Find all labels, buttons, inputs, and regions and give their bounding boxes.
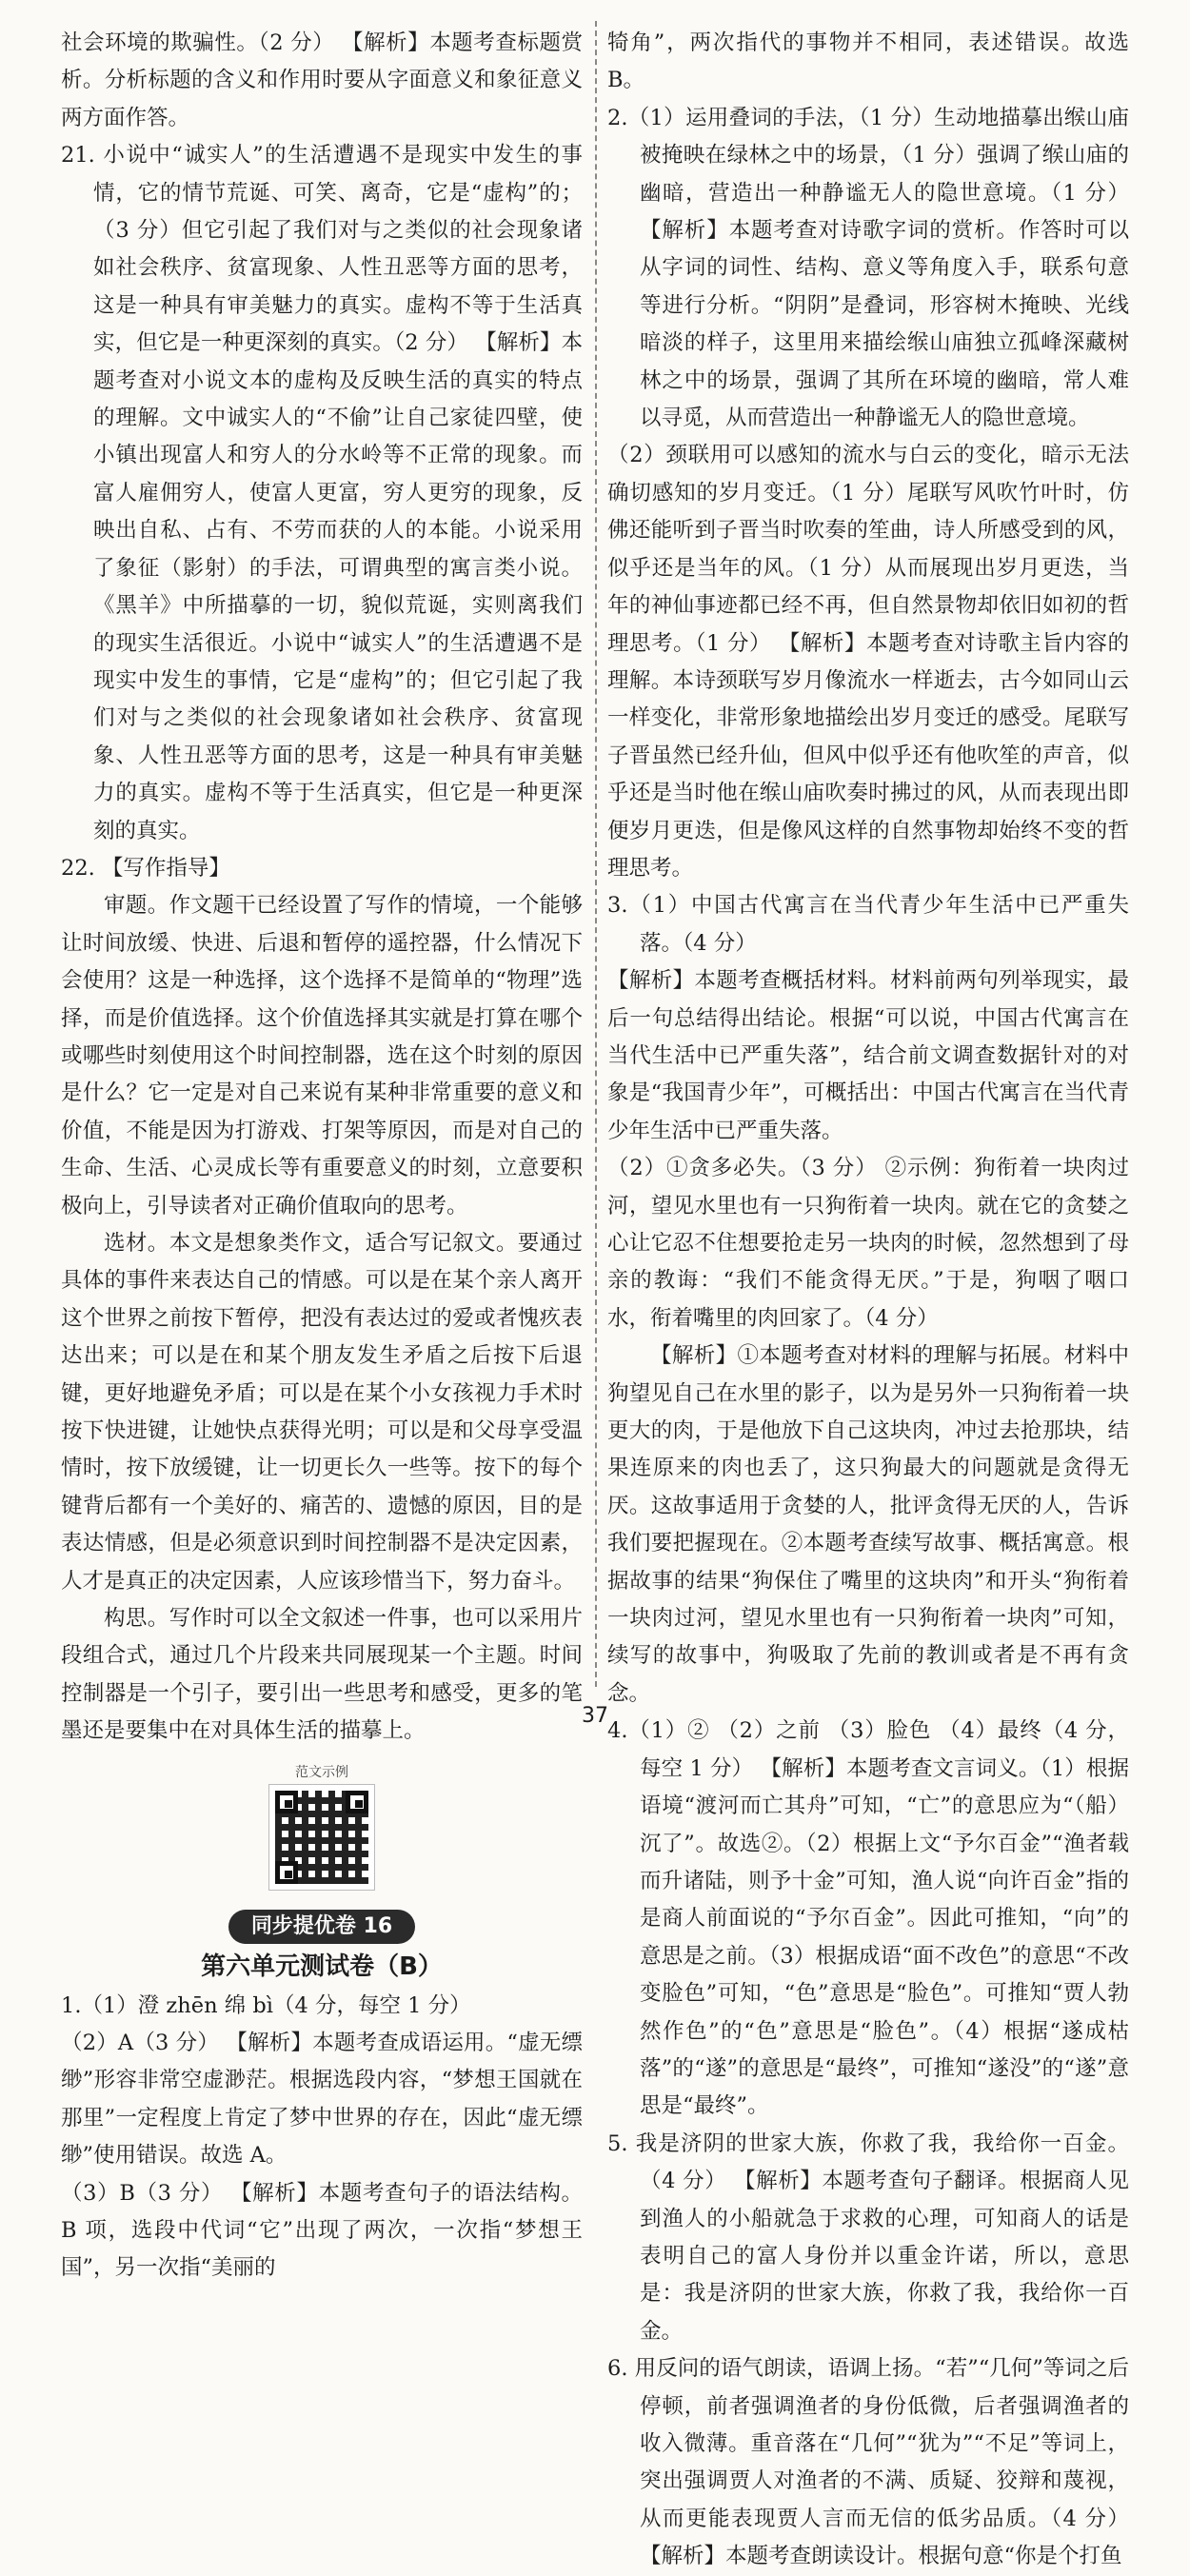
paragraph: 【解析】本题考查概括材料。材料前两句列举现实，最后一句总结得出结论。根据“可以说，中国古代寓言在当代生活中已严重失落”，结合前文调查数据针对的对象是“我国青少年”，可概括出：中国古代寓言在当代青少年生活中已严重失落。 <box>607 968 1129 1143</box>
right-column <box>607 25 1129 2569</box>
paragraph: 犄角”，两次指代的事物并不相同，表述错误。故选 B。 <box>607 30 1129 93</box>
section-banner: 同步提优卷 16 <box>228 1910 415 1944</box>
paragraph: 22. 【写作指导】 <box>61 855 230 881</box>
paragraph: 2.（1）运用叠词的手法，（1 分）生动地描摹出缑山庙被掩映在绿林之中的场景，（1 分）强调了缑山庙的幽暗，营造出一种静谧无人的隐世意境。（1 分） 【解析】本题考查对诗歌字词的赏析。作答时可以从字词的词性、结构、意义等角度入手，联系句意等进行分析。“阴阴”是叠词，形容树木掩映、光线暗淡的样子，这里用来描绘缑山庙独立孤峰深藏树林之中的场景，强调了其所在环境的幽暗，常人难以寻觅，从而营造出一种静谧无人的隐世意境。 <box>607 105 1129 431</box>
paragraph: 6. 用反问的语气朗读，语调上扬。“若”“几何”等词之后停顿，前者强调渔者的身份低微，后者强调渔者的收入微薄。重音落在“几何”“犹为”“不足”等词上，突出强调贾人对渔者的不满、质疑、狡辩和蔑视，从而更能表现贾人言而无信的低劣品质。（4 分） 【解析】本题考查朗读设计。根据句意“你是个打鱼 <box>607 2356 1129 2569</box>
paragraph: 21. 小说中“诚实人”的生活遭遇不是现实中发生的事情，它的情节荒诞、可笑、离奇，它是“虚构”的；（3 分）但它引起了我们对与之类似的社会现象诸如社会秩序、贫富现象、人性丑恶等方面的思考，这是一种具有审美魅力的真实。虚构不等于生活真实，但它是一种更深刻的真实。（2 分） 【解析】本题考查对小说文本的虚构及反映生活的真实的特点的理解。文中诚实人的“不偷”让自己家徒四壁，使小镇出现富人和穷人的分水岭等不正常的现象。而富人雇佣穷人，使富人更富，穷人更穷的现象，反映出自私、占有、不劳而获的人的本能。小说采用了象征（影射）的手法，可谓典型的寓言类小说。《黑羊》中所描摹的一切，貌似荒诞，实则离我们的现实生活很近。小说中“诚实人”的生活遭遇不是现实中发生的事情，它是“虚构”的；但它引起了我们对与之类似的社会现象诸如社会秩序、贫富现象、人性丑恶等方面的思考，这是一种具有审美魅力的真实。虚构不等于生活真实，但它是一种更深刻的真实。 <box>61 143 583 843</box>
qr-caption: 范文示例 <box>295 1764 348 1780</box>
page-number: 37 <box>582 1704 608 1728</box>
paragraph: 【解析】①本题考查对材料的理解与拓展。材料中狗望见自己在水里的影子，以为是另外一只狗衔着一块更大的肉，于是他放下自己这块肉，冲过去抢那块，结果连原来的肉也丢了，这只狗最大的问题就是贪得无厌。这故事适用于贪婪的人，批评贪得无厌的人，告诉我们要把握现在。②本题考查续写故事、概括寓意。根据故事的结果“狗保住了嘴里的这块肉”和开头“狗衔着一块肉过河，望见水里也有一只狗衔着一块肉”可知，续写的故事中，狗吸取了先前的教训或者是不再有贪念。 <box>607 1343 1129 1706</box>
left-answers <box>61 25 583 1751</box>
left-column <box>61 25 583 2281</box>
paragraph: （2）A（3 分） 【解析】本题考查成语运用。“虚无缥缈”形容非常空虚渺茫。根据选段内容，“梦想王国就在那里”一定程度上肯定了梦中世界的存在，因此“虚无缥缈”使用错误。故选 A。 <box>61 2030 583 2169</box>
paragraph: （2）颈联用可以感知的流水与白云的变化，暗示无法确切感知的岁月变迁。（1 分）尾联写风吹竹叶时，仿佛还能听到子晋当时吹奏的笙曲，诗人所感受到的风，似乎还是当年的风。（1 分）从而展现出岁月更迭，当年的神仙事迹都已经不再，但自然景物却依旧如初的哲理思考。（1 分） 【解析】本题考查对诗歌主旨内容的理解。本诗颈联写岁月像流水一样逝去，古今如同山云一样变化，非常形象地描绘出岁月变迁的感受。尾联写子晋虽然已经升仙，但风中似乎还有他吹笙的声音，似乎还是当时他在缑山庙吹奏时拂过的风，从而表现出即便岁月更迭，但是像风这样的自然事物却始终不变的哲理思考。 <box>607 443 1129 881</box>
paragraph: （2）①贪多必失。（3 分） ②示例：狗衔着一块肉过河，望见水里也有一只狗衔着一块肉。就在它的贪婪之心让它忍不住想要抢走另一块肉的时候，忽然想到了母亲的教诲：“我们不能贪得无厌。”于是，狗咽了咽口水，衔着嘴里的肉回家了。（4 分） <box>607 1156 1129 1331</box>
banner-wrap <box>61 1908 583 1945</box>
paragraph: 4.（1）② （2）之前 （3）脸色 （4）最终（4 分，每空 1 分） 【解析】本题考查文言词义。（1）根据语境“渡河而亡其舟”可知，“亡”的意思应为“（船）沉了”。故选②。（2）根据上文“予尔百金”“渔者载而升诸陆，则予十金”可知，渔人说“向许百金”指的是商人前面说的“予尔百金”。因此可推知，“向”的意思是之前。（3）根据成语“面不改色”的意思“不改变脸色”可知，“色”意思是“脸色”。可推知“贾人勃然作色”的“色”意思是“脸色”。（4）根据“遂成枯落”的“遂”的意思是“最终”，可推知“遂没”的“遂”意思是“最终”。 <box>607 1718 1129 2119</box>
paragraph: （3）B（3 分） 【解析】本题考查句子的语法结构。B 项，选段中代词“它”出现了两次，一次指“梦想王国”，另一次指“美丽的 <box>61 2180 583 2281</box>
qr-section <box>61 1764 583 1902</box>
paragraph: 社会环境的欺骗性。（2 分） 【解析】本题考查标题赏析。分析标题的含义和作用时要从字面意义和象征意义两方面作答。 <box>61 30 583 130</box>
paragraph: 1.（1）澄 zhēn 绵 bì（4 分，每空 1 分） <box>61 1992 471 2018</box>
column-divider <box>595 21 597 1687</box>
paragraph: 构思。写作时可以全文叙述一件事，也可以采用片段组合式，通过几个片段来共同展现某一个主题。时间控制器是一个引子，要引出一些思考和感受，更多的笔墨还是要集中在对具体生活的描摹上。 <box>61 1606 583 1744</box>
left-answers-continued <box>61 1988 583 2288</box>
paragraph: 3.（1）中国古代寓言在当代青少年生活中已严重失落。（4 分） <box>607 893 1129 956</box>
paragraph: 选材。本文是想象类作文，适合写记叙文。要通过具体的事件来表达自己的情感。可以是在某个亲人离开这个世界之前按下暂停，把没有表达过的爱或者愧疚表达出来；可以是在和某个朋友发生矛盾之后按下后退键，更好地避免矛盾；可以是在某个小女孩视力手术时按下快进键，让她快点获得光明；可以是和父母享受温情时，按下放缓键，让一切更长久一些等。按下的每个键背后都有一个美好的、痛苦的、遗憾的原因，目的是表达情感，但是必须意识到时间控制器不是决定因素，人才是真正的决定因素，人应该珍惜当下，努力奋斗。 <box>61 1231 583 1594</box>
qr-code-icon[interactable] <box>269 1785 374 1890</box>
paragraph: 5. 我是济阴的世家大族，你救了我，我给你一百金。（4 分） 【解析】本题考查句子翻译。根据商人见到渔人的小船就急于求救的心理，可知商人的话是表明自己的富人身份并以重金许诺，所以，意思是：我是济阴的世家大族，你救了我，我给你一百金。 <box>607 2130 1129 2344</box>
paragraph: 审题。作文题干已经设置了写作的情境，一个能够让时间放缓、快进、后退和暂停的遥控器，什么情况下会使用？这是一种选择，这个选择不是简单的“物理”选择，而是价值选择。这个价值选择其实就是打算在哪个或哪些时刻使用这个时间控制器，选在这个时刻的原因是什么？它一定是对自己来说有某种非常重要的意义和价值，不能是因为打游戏、打架等原因，而是对自己的生命、生活、心灵成长等有重要意义的时刻，立意要积极向上，引导读者对正确价值取向的思考。 <box>61 893 583 1219</box>
unit-title: 第六单元测试卷（B） <box>201 1952 443 1981</box>
